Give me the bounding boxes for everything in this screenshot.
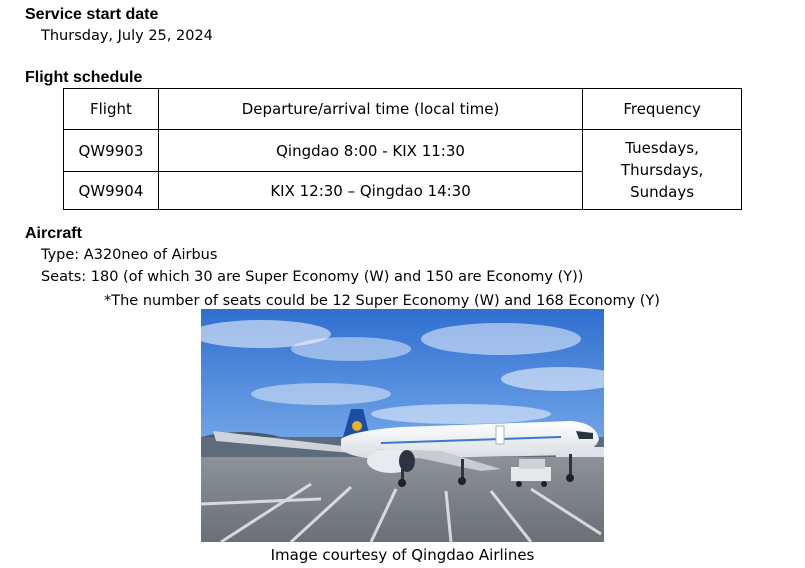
aircraft-heading: Aircraft (25, 225, 82, 242)
table-row (64, 130, 742, 172)
table-header-row (64, 89, 742, 130)
aircraft-seats-note: *The number of seats could be 12 Super Economy (W) and 168 Economy (Y) (104, 293, 660, 309)
flight-number-cell: QW9904 (64, 172, 159, 210)
photo-caption: Image courtesy of Qingdao Airlines (270, 546, 535, 564)
frequency-line: Sundays (630, 182, 695, 201)
column-header-time: Departure/arrival time (local time) (158, 89, 582, 130)
frequency-line: Tuesdays, (625, 138, 699, 157)
aircraft-photo (201, 309, 604, 542)
column-header-frequency: Frequency (583, 89, 742, 130)
frequency-line: Thursdays, (620, 160, 704, 179)
time-cell: KIX 12:30 – Qingdao 14:30 (158, 172, 582, 210)
frequency-cell (583, 130, 742, 210)
time-cell: Qingdao 8:00 - KIX 11:30 (158, 130, 582, 172)
aircraft-type: Type: A320neo of Airbus (41, 247, 218, 263)
aircraft-seats: Seats: 180 (of which 30 are Super Economy (W) and 150 are Economy (Y)) (41, 269, 584, 285)
flight-schedule-table (63, 88, 742, 210)
airplane-illustration (201, 309, 604, 542)
service-start-date: Thursday, July 25, 2024 (41, 28, 213, 44)
column-header-flight: Flight (64, 89, 159, 130)
flight-schedule-heading: Flight schedule (25, 69, 143, 86)
service-start-heading: Service start date (25, 6, 159, 23)
flight-number-cell: QW9903 (64, 130, 159, 172)
